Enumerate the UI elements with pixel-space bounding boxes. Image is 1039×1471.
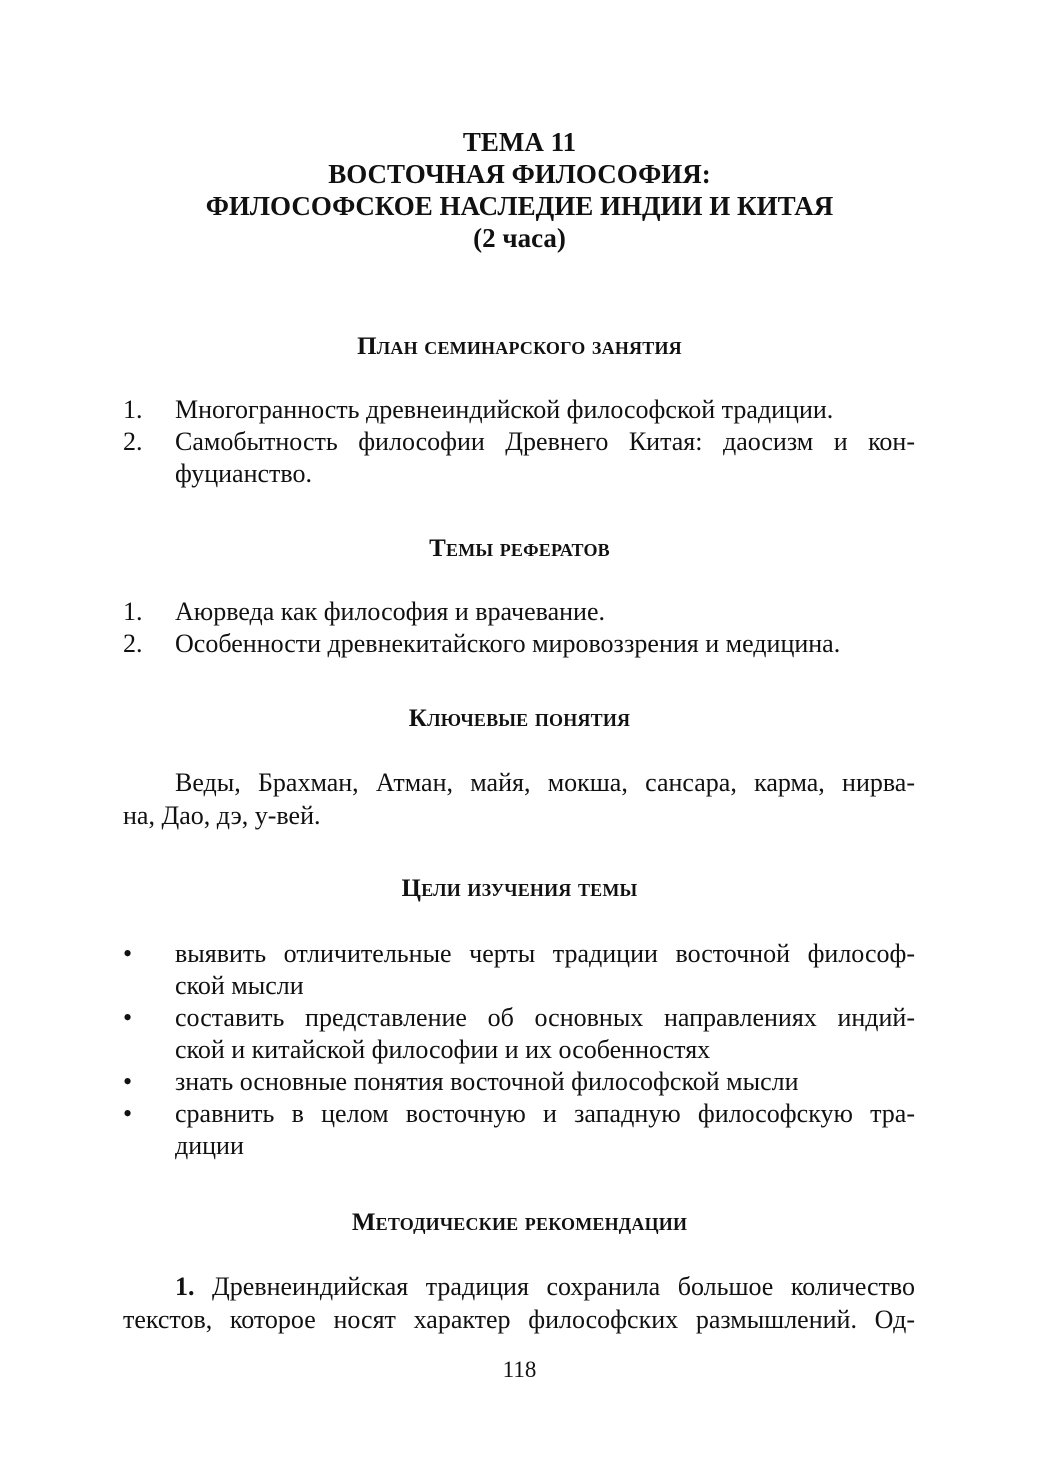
list-item-text: составить представление об основных направлениях индий- <box>175 1003 915 1032</box>
recommendations-paragraph <box>123 1270 915 1336</box>
list-number: 2. <box>123 629 143 658</box>
topic-number: ТЕМА 11 <box>462 127 577 157</box>
paragraph-line: на, Дао, дэ, у-вей. <box>123 801 321 830</box>
list-item <box>123 596 915 628</box>
bullet-icon: • <box>123 1099 133 1128</box>
list-item-text: Аюрведа как философия и врачевание. <box>175 597 605 626</box>
chapter-title <box>0 126 1039 254</box>
topic-subtitle: ФИЛОСОФСКОЕ НАСЛЕДИЕ ИНДИИ И КИТАЯ <box>205 191 834 221</box>
list-number: 1. <box>123 597 143 626</box>
list-item-text: Самобытность философии Древнего Китая: даосизм и кон- <box>175 427 915 456</box>
list-item-text-continued: ской и китайской философии и их особенностях <box>175 1035 711 1064</box>
key-concepts-heading: Ключевые понятия <box>408 705 631 732</box>
goals-list <box>123 938 915 1162</box>
list-item <box>123 1098 915 1162</box>
list-item <box>123 938 915 1002</box>
recommendations-heading: Методические рекомендации <box>351 1209 688 1236</box>
list-number: 2. <box>123 427 143 456</box>
page-number: 118 <box>502 1357 537 1382</box>
topic-name: ВОСТОЧНАЯ ФИЛОСОФИЯ: <box>328 159 711 189</box>
paragraph-line: текстов, которое носят характер философских размышлений. Од- <box>123 1305 915 1334</box>
list-item-text: знать основные понятия восточной философской мысли <box>175 1067 799 1096</box>
list-item <box>123 1066 915 1098</box>
paragraph-line: Веды, Брахман, Атман, майя, мокша, сансара, карма, нирва- <box>175 768 915 797</box>
key-concepts-paragraph <box>123 766 915 832</box>
list-item <box>123 426 915 490</box>
bullet-icon: • <box>123 1067 133 1096</box>
goals-heading: Цели изучения темы <box>401 875 638 902</box>
bullet-icon: • <box>123 1003 133 1032</box>
seminar-plan-heading: План семинарского занятия <box>357 333 682 360</box>
list-item-text-continued: ской мысли <box>175 971 304 1000</box>
list-item-text-continued: диции <box>175 1131 244 1160</box>
list-item-text: сравнить в целом восточную и западную философскую тра- <box>175 1099 915 1128</box>
list-number: 1. <box>123 395 143 424</box>
essay-topics-list <box>123 596 915 660</box>
list-item <box>123 394 915 426</box>
paragraph-number: 1. <box>175 1272 195 1301</box>
list-item <box>123 1002 915 1066</box>
paragraph-text: Древнеиндийская традиция сохранила большое количество <box>212 1272 916 1301</box>
topic-hours: (2 часа) <box>473 223 566 253</box>
list-item <box>123 628 915 660</box>
paragraph-line <box>123 1270 915 1303</box>
essay-topics-heading: Темы рефератов <box>429 535 610 562</box>
list-item-text: Многогранность древнеиндийской философской традиции. <box>175 395 834 424</box>
list-item-text-continued: фуцианство. <box>175 459 312 488</box>
list-item-text: выявить отличительные черты традиции восточной философ- <box>175 939 915 968</box>
bullet-icon: • <box>123 939 133 968</box>
list-item-text: Особенности древнекитайского мировоззрения и медицина. <box>175 629 841 658</box>
seminar-plan-list <box>123 394 915 490</box>
